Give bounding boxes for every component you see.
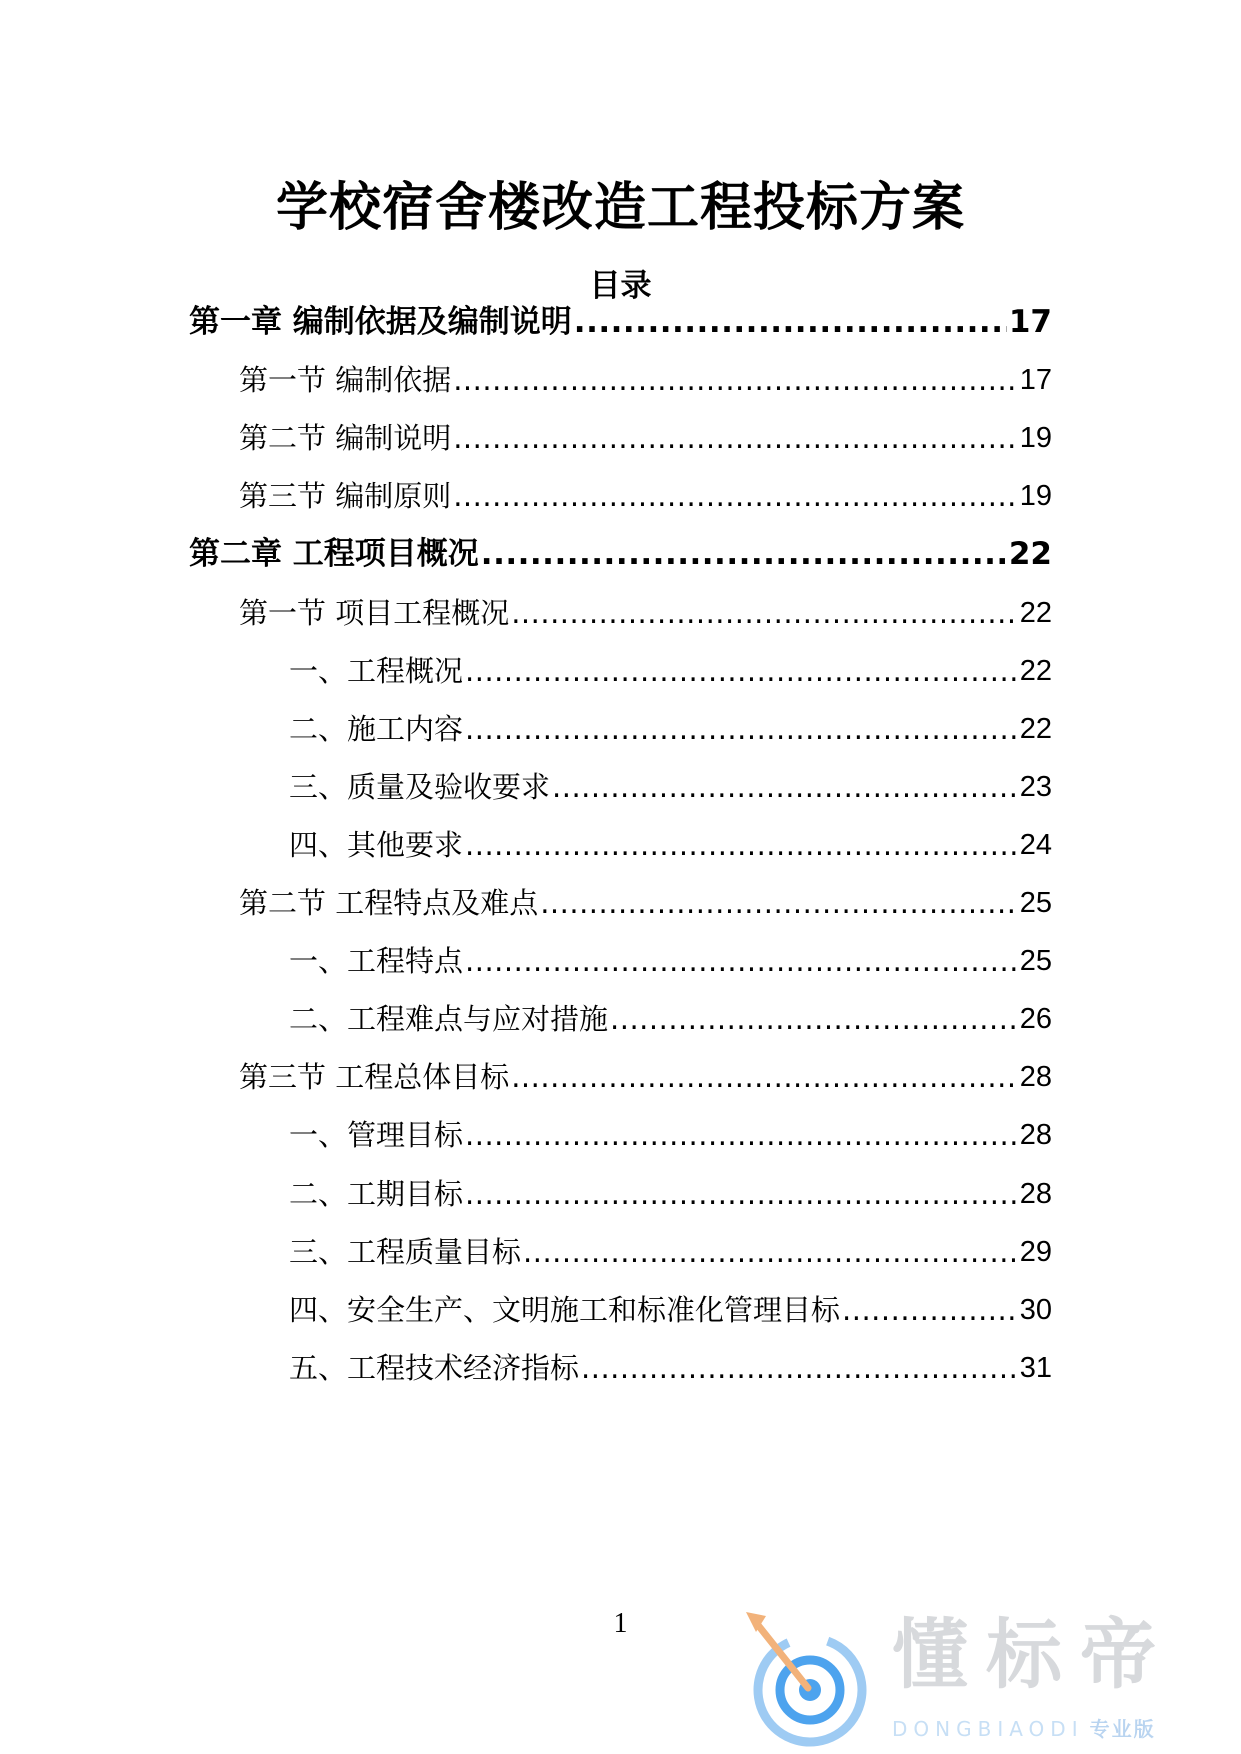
toc-entry-page: 28: [1019, 1061, 1052, 1093]
toc-dot-leader: [540, 883, 1018, 923]
toc-subsection-entry[interactable]: [289, 991, 1052, 1039]
toc-chapter-entry[interactable]: [189, 526, 1052, 574]
document-title: 学校宿舍楼改造工程投标方案: [275, 178, 965, 238]
page-number: 1: [613, 1608, 628, 1639]
toc-entry-label: 五、工程技术经济指标: [289, 1351, 580, 1385]
target-arrow-icon: [742, 1602, 872, 1752]
toc-dot-leader: [511, 1057, 1018, 1097]
toc-entry-page: 23: [1019, 771, 1052, 803]
toc-chapter-entry[interactable]: [189, 294, 1052, 342]
toc-subsection-entry[interactable]: [289, 1224, 1052, 1272]
toc-dot-leader: [465, 709, 1018, 749]
toc-entry-label: 第一节 编制依据: [239, 363, 452, 397]
toc-entry-label: 第三节 编制原则: [239, 479, 452, 513]
toc-section-entry[interactable]: [239, 352, 1052, 400]
toc-entry-page: 28: [1019, 1119, 1052, 1151]
toc-subsection-entry[interactable]: [289, 759, 1052, 807]
toc-dot-leader: [453, 476, 1018, 516]
watermark-brand: 懂标帝: [892, 1610, 1174, 1699]
toc-entry-page: 29: [1019, 1236, 1052, 1268]
toc-subsection-entry[interactable]: [289, 701, 1052, 749]
toc-entry-label: 二、施工内容: [289, 712, 464, 746]
toc-dot-leader: [581, 1348, 1018, 1388]
toc-subsection-entry[interactable]: [289, 817, 1052, 865]
toc-heading: 目录: [589, 268, 652, 304]
toc-entry-page: 28: [1019, 1178, 1052, 1210]
toc-entry-page: 24: [1019, 829, 1052, 861]
toc-dot-leader: [465, 825, 1018, 865]
toc-subsection-entry[interactable]: [289, 1107, 1052, 1155]
toc-subsection-entry[interactable]: [289, 1340, 1052, 1388]
toc-entry-page: 22: [1008, 536, 1052, 572]
toc-entry-page: 25: [1019, 945, 1052, 977]
toc-entry-label: 一、工程概况: [289, 654, 464, 688]
toc-entry-label: 二、工期目标: [289, 1177, 464, 1211]
watermark: [742, 1602, 1222, 1752]
toc-entry-label: 第三节 工程总体目标: [239, 1060, 510, 1094]
toc-dot-leader: [610, 999, 1018, 1039]
toc-entry-label: 第二章 工程项目概况: [189, 536, 479, 572]
toc-entry-page: 26: [1019, 1003, 1052, 1035]
toc-entry-label: 一、管理目标: [289, 1118, 464, 1152]
watermark-subtitle-en: DONGBIAODI: [892, 1717, 1084, 1741]
watermark-subtitle-cn: 专业版: [1089, 1717, 1156, 1741]
toc-section-entry[interactable]: [239, 468, 1052, 516]
toc-dot-leader: [842, 1290, 1018, 1330]
toc-entry-label: 三、质量及验收要求: [289, 770, 551, 804]
toc-entry-label: 一、工程特点: [289, 944, 464, 978]
toc-dot-leader: [523, 1232, 1018, 1272]
toc-dot-leader: [453, 360, 1018, 400]
toc-entry-page: 17: [1019, 364, 1052, 396]
toc-dot-leader: [465, 1115, 1018, 1155]
watermark-subtitle: [892, 1716, 1156, 1742]
toc-entry-page: 25: [1019, 887, 1052, 919]
toc-entry-page: 31: [1019, 1352, 1052, 1384]
toc-dot-leader: [552, 767, 1018, 807]
toc-subsection-entry[interactable]: [289, 1166, 1052, 1214]
toc-entry-label: 二、工程难点与应对措施: [289, 1002, 609, 1036]
toc-entry-page: 22: [1019, 655, 1052, 687]
toc-entry-label: 四、其他要求: [289, 828, 464, 862]
toc-subsection-entry[interactable]: [289, 933, 1052, 981]
toc-entry-label: 三、工程质量目标: [289, 1235, 522, 1269]
toc-section-entry[interactable]: [239, 1049, 1052, 1097]
toc-dot-leader: [465, 651, 1018, 691]
toc-entry-page: 22: [1019, 597, 1052, 629]
toc-subsection-entry[interactable]: [289, 1282, 1052, 1330]
toc-dot-leader: [453, 418, 1018, 458]
toc-subsection-entry[interactable]: [289, 643, 1052, 691]
toc-section-entry[interactable]: [239, 410, 1052, 458]
toc-entry-label: 四、安全生产、文明施工和标准化管理目标: [289, 1293, 841, 1327]
toc-dot-leader: [465, 941, 1018, 981]
toc-entry-label: 第二节 工程特点及难点: [239, 886, 539, 920]
toc-section-entry[interactable]: [239, 875, 1052, 923]
toc-dot-leader: [465, 1174, 1018, 1214]
toc-entry-page: 19: [1019, 422, 1052, 454]
toc-entry-label: 第一章 编制依据及编制说明: [189, 304, 572, 340]
toc-entry-page: 22: [1019, 713, 1052, 745]
toc-entry-page: 19: [1019, 480, 1052, 512]
toc-entry-label: 第一节 项目工程概况: [239, 596, 510, 630]
toc-entry-page: 30: [1019, 1294, 1052, 1326]
toc-section-entry[interactable]: [239, 585, 1052, 633]
toc-dot-leader: [481, 534, 1007, 574]
toc-dot-leader: [574, 302, 1007, 342]
toc-entry-label: 第二节 编制说明: [239, 421, 452, 455]
toc-dot-leader: [511, 593, 1018, 633]
toc-entry-page: 17: [1008, 304, 1052, 340]
